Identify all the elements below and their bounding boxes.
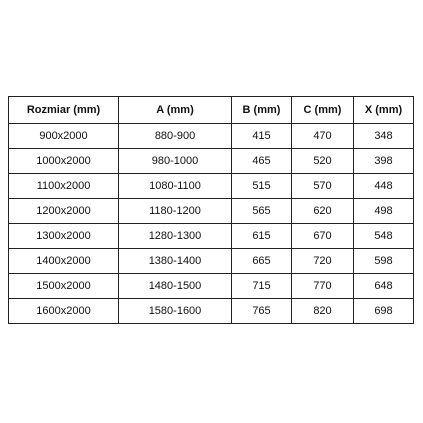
cell-b: 515 bbox=[232, 174, 292, 199]
dimensions-table-container bbox=[8, 96, 413, 324]
cell-x: 648 bbox=[354, 274, 414, 299]
cell-rozmiar: 1000x2000 bbox=[9, 149, 119, 174]
header-rozmiar: Rozmiar (mm) bbox=[9, 97, 119, 124]
cell-c: 520 bbox=[292, 149, 354, 174]
cell-a: 1580-1600 bbox=[119, 299, 232, 324]
cell-a: 880-900 bbox=[119, 124, 232, 149]
cell-b: 665 bbox=[232, 249, 292, 274]
cell-b: 415 bbox=[232, 124, 292, 149]
cell-x: 698 bbox=[354, 299, 414, 324]
cell-a: 980-1000 bbox=[119, 149, 232, 174]
cell-a: 1280-1300 bbox=[119, 224, 232, 249]
cell-b: 715 bbox=[232, 274, 292, 299]
cell-x: 448 bbox=[354, 174, 414, 199]
cell-rozmiar: 900x2000 bbox=[9, 124, 119, 149]
cell-x: 598 bbox=[354, 249, 414, 274]
cell-x: 398 bbox=[354, 149, 414, 174]
cell-a: 1080-1100 bbox=[119, 174, 232, 199]
table-row bbox=[9, 299, 414, 324]
cell-c: 470 bbox=[292, 124, 354, 149]
cell-b: 615 bbox=[232, 224, 292, 249]
table-header-row bbox=[9, 97, 414, 124]
cell-rozmiar: 1100x2000 bbox=[9, 174, 119, 199]
table-row bbox=[9, 224, 414, 249]
cell-rozmiar: 1400x2000 bbox=[9, 249, 119, 274]
table-row bbox=[9, 174, 414, 199]
cell-a: 1180-1200 bbox=[119, 199, 232, 224]
table-row bbox=[9, 274, 414, 299]
cell-c: 570 bbox=[292, 174, 354, 199]
cell-rozmiar: 1600x2000 bbox=[9, 299, 119, 324]
header-a: A (mm) bbox=[119, 97, 232, 124]
cell-a: 1380-1400 bbox=[119, 249, 232, 274]
cell-x: 348 bbox=[354, 124, 414, 149]
cell-rozmiar: 1500x2000 bbox=[9, 274, 119, 299]
cell-c: 770 bbox=[292, 274, 354, 299]
header-b: B (mm) bbox=[232, 97, 292, 124]
table-row bbox=[9, 124, 414, 149]
cell-x: 548 bbox=[354, 224, 414, 249]
cell-x: 498 bbox=[354, 199, 414, 224]
header-x: X (mm) bbox=[354, 97, 414, 124]
cell-c: 820 bbox=[292, 299, 354, 324]
cell-a: 1480-1500 bbox=[119, 274, 232, 299]
cell-b: 565 bbox=[232, 199, 292, 224]
cell-c: 670 bbox=[292, 224, 354, 249]
cell-rozmiar: 1300x2000 bbox=[9, 224, 119, 249]
table-row bbox=[9, 249, 414, 274]
dimensions-table bbox=[8, 96, 414, 324]
cell-rozmiar: 1200x2000 bbox=[9, 199, 119, 224]
cell-c: 720 bbox=[292, 249, 354, 274]
table-row bbox=[9, 149, 414, 174]
cell-c: 620 bbox=[292, 199, 354, 224]
cell-b: 765 bbox=[232, 299, 292, 324]
table-row bbox=[9, 199, 414, 224]
header-c: C (mm) bbox=[292, 97, 354, 124]
cell-b: 465 bbox=[232, 149, 292, 174]
